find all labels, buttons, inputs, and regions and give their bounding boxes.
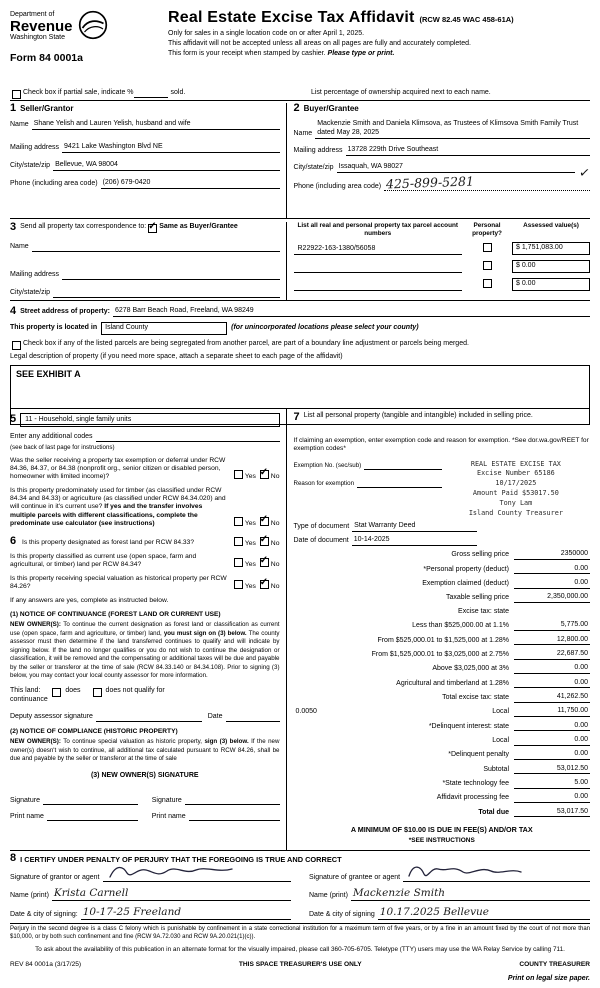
treasurer-use-only-label: THIS SPACE TREASURER'S USE ONLY (238, 961, 362, 969)
grantor-name-print-field[interactable] (52, 888, 291, 901)
subtotal-label: Subtotal (483, 765, 509, 773)
parcel-row (294, 260, 591, 273)
note-type-or-print: Please type or print. (327, 50, 395, 57)
certification-section (10, 850, 590, 919)
stamp-line-1: REAL ESTATE EXCISE TAX (470, 459, 561, 468)
notice-compliance-title: (2) NOTICE OF COMPLIANCE (HISTORIC PROPERTY) (10, 727, 178, 735)
seller-city-value: Bellevue, WA 98004 (55, 160, 118, 168)
total-excise-state-label: Total excise tax: state (442, 693, 509, 701)
local-rate-value: 0.0050 (295, 708, 317, 716)
buyer-city-label: City/state/zip (293, 163, 334, 171)
no-label: No (270, 583, 280, 591)
parcel-numbers-header: List all real and personal property tax parcel account numbers (297, 222, 459, 237)
personal-property-checkbox-3[interactable] (483, 279, 492, 288)
no-label: No (270, 473, 280, 481)
no-label: No (270, 561, 280, 569)
deputy-date-label: Date (207, 713, 223, 721)
new-owner-signature-title: (3) NEW OWNER(S) SIGNATURE (90, 771, 199, 779)
correspondence-block (10, 222, 286, 300)
q2-no-checkbox[interactable] (260, 517, 269, 526)
seller-name-value: Shane Yelish and Lauren Yelish, husband and wife (33, 119, 191, 127)
see-instructions-note: *SEE INSTRUCTIONS (408, 837, 475, 845)
grantee-date-city-label: Date & city of signing (309, 911, 375, 919)
s6q1-yes-checkbox[interactable] (234, 537, 243, 546)
no-label: No (270, 539, 280, 547)
owner2-signature-label: Signature (151, 796, 182, 804)
section6-number: 6 (10, 534, 17, 547)
note-single-location: Only for sales in a single location code on or after April 1, 2025. (168, 29, 365, 37)
assessed-value-1: $ 1,751,083.00 (516, 244, 563, 252)
seller-name-label: Name (10, 121, 29, 129)
rev-form-id: REV 84 0001a (3/17/25) (10, 961, 82, 969)
taxable-selling-price-label: Taxable selling price (445, 594, 509, 602)
buyer-name-field[interactable] (315, 119, 590, 139)
form-header (10, 6, 590, 82)
personal-property-header: Personal property? (472, 222, 502, 237)
if-yes-note: If any answers are yes, complete as instructed below. (10, 596, 169, 604)
additional-codes-label: Enter any additional codes (10, 433, 93, 441)
delinquent-interest-local-value: 0.00 (514, 736, 590, 746)
yes-label: Yes (244, 561, 256, 569)
grantee-name-print-label: Name (print) (309, 892, 348, 900)
buyer-name-label: Name (293, 129, 313, 137)
total-excise-state-value: 41,262.50 (514, 693, 590, 703)
street-address-field[interactable] (113, 307, 590, 317)
partial-sale-row (10, 82, 590, 100)
bracket4-value: 0.00 (514, 664, 590, 674)
bracket4-label: Above $3,025,000 at 3% (432, 665, 509, 673)
seller-mailing-field[interactable] (62, 143, 279, 153)
local-tax-label: Local (492, 708, 509, 716)
dept-state-label: Washington State (10, 34, 65, 42)
owner1-print-field[interactable] (47, 811, 138, 821)
additional-codes-field[interactable] (96, 432, 280, 442)
q1-no-checkbox[interactable] (260, 470, 269, 479)
same-as-buyer-checkbox[interactable] (148, 224, 157, 233)
deputy-assessor-signature-field[interactable] (96, 712, 202, 722)
current-use-answer (232, 557, 280, 569)
exemption-claimed-value[interactable]: 0.00 (514, 579, 590, 589)
delinquent-interest-state-value: 0.00 (514, 722, 590, 732)
personal-property-deduct-label: *Personal property (deduct) (423, 565, 509, 573)
taxable-selling-price-value: 2,350,000.00 (514, 593, 590, 603)
personal-property-deduct-value[interactable]: 0.00 (514, 565, 590, 575)
assessed-value-box-3 (512, 278, 590, 291)
correspondence-parcels-section (10, 218, 590, 300)
exemption-deferral-question: Was the seller receiving a property tax exemption or deferral under RCW 84.36, 84.37, or 84.38 (nonprofit org., senior citizen or disabled person, homeowner with limited income)? (10, 456, 226, 481)
grantee-name-print-value: Mackenzie Smith (352, 887, 446, 900)
grantor-date-city-label: Date & city of signing: (10, 911, 78, 919)
total-due-value: 53,017.50 (514, 808, 590, 818)
minimum-due-note: A MINIMUM OF $10.00 IS DUE IN FEE(S) AND/OR TAX (350, 825, 533, 835)
dor-logo-icon (78, 10, 108, 44)
continuance-label: continuance (10, 696, 48, 704)
bracket3-label: From $1,525,000.01 to $3,025,000 at 2.75% (371, 650, 509, 658)
s6q2-yes-checkbox[interactable] (234, 558, 243, 567)
no-label: No (270, 520, 280, 528)
exemption-note: If claiming an exemption, enter exemption code and reason for exemption. *See dor.wa.gov/REET for exemption codes* (293, 437, 589, 453)
stamp-line-2: Excise Number 65186 (477, 469, 555, 478)
personal-property-checkbox-1[interactable] (483, 243, 492, 252)
date-of-document-field[interactable] (352, 536, 478, 546)
bracket2-label: From $525,000.01 to $1,525,000 at 1.28% (377, 636, 509, 644)
stamp-line-3: 10/17/2025 (495, 479, 537, 488)
notice-compliance-body: NEW OWNER(S): To continue special valuation as historic property, sign (3) below. If the new owner(s) doesn't wish to continue, all additional tax calculated pursuant to RCW 84.26, shall be due and payable by the seller or transferor at the time of sale (10, 738, 280, 763)
grantee-date-city-field[interactable] (378, 907, 590, 920)
grantee-name-print-field[interactable] (351, 888, 590, 901)
buyer-heading: Buyer/Grantee (303, 103, 359, 113)
gross-selling-price-value[interactable]: 2350000 (514, 550, 590, 560)
owner1-signature-field[interactable] (43, 795, 138, 805)
grantor-certification-block (10, 864, 291, 920)
form-title: Real Estate Excise Tax Affidavit (168, 9, 415, 26)
land-use-code-value: 11 - Household, single family units (25, 415, 132, 423)
deputy-date-field[interactable] (226, 712, 280, 722)
perjury-statement: Perjury in the second degree is a class C felony which is punishable by confinement in a state correctional institution for a maximum term of five years, or by a fine in an amount fixed by the court of not more than $10,000, or by both such confinement and fine (RCW 9A.72.030 and RCW 9A.20.021(1)(c)). (10, 923, 590, 942)
bracket1-value: 5,775.00 (514, 621, 590, 631)
subtotal-value: 53,012.50 (514, 765, 590, 775)
seller-city-label: City/state/zip (10, 162, 51, 170)
land-does-not-checkbox[interactable] (93, 688, 102, 697)
timber-agriculture-question: Is this property predominately used for timber (as classified under RCW 84.34 and 84.33) or agriculture (as classified under RCW 84.34.020) and will continue in it's current use? If yes and the transfer involves multiple parcels with different classifications, complete the predominate use calculator (see instructions) (10, 486, 226, 528)
land-use-column (10, 409, 286, 850)
seller-phone-field[interactable] (101, 179, 280, 189)
bracket1-label: Less than $525,000.00 at 1.1% (412, 622, 509, 630)
reason-exemption-label: Reason for exemption (293, 479, 355, 487)
property-location-section (10, 300, 590, 408)
land-does-checkbox[interactable] (52, 688, 61, 697)
s6q3-yes-checkbox[interactable] (234, 580, 243, 589)
grantee-signature-field[interactable] (403, 872, 590, 882)
delinquent-interest-state-label: *Delinquent interest: state (428, 722, 509, 730)
buyer-city-field[interactable] (337, 163, 576, 173)
agricultural-timberland-value: 0.00 (514, 679, 590, 689)
parcel-number-value: R22922-163-1380/56058 (297, 245, 376, 253)
corr-mailing-label: Mailing address (10, 271, 60, 279)
same-as-buyer-label: Same as Buyer/Grantee (159, 223, 238, 231)
owner2-signature-field[interactable] (185, 795, 280, 805)
seller-city-field[interactable] (53, 161, 279, 171)
buyer-phone-field[interactable] (384, 173, 590, 192)
buyer-grantee-block (286, 103, 591, 218)
exemption-no-field[interactable] (364, 460, 442, 470)
handwritten-checkmark-icon: ✓ (578, 163, 592, 181)
treasurer-stamp (442, 458, 590, 519)
seller-grantor-block (10, 103, 286, 218)
parcel-row (294, 278, 591, 291)
parcel-number-field[interactable] (294, 245, 463, 255)
assessed-value-box-1 (512, 242, 590, 255)
additional-codes-note: (see back of last page for instructions) (10, 443, 115, 451)
street-address-label: Street address of property: (20, 308, 110, 316)
yes-label: Yes (244, 520, 256, 528)
date-of-document-value: 10-14-2025 (353, 535, 390, 543)
section2-number: 2 (293, 101, 300, 114)
historic-property-answer (232, 579, 280, 591)
section8-number: 8 (10, 852, 17, 865)
located-in-label: This property is located in (10, 324, 98, 332)
bracket3-value: 22,687.50 (514, 650, 590, 660)
owner2-print-label: Print name (151, 812, 186, 820)
parcel-number-field-2[interactable] (294, 263, 463, 273)
type-of-document-field[interactable] (352, 522, 477, 532)
section4-number: 4 (10, 305, 17, 318)
delinquent-penalty-value: 0.00 (514, 750, 590, 760)
reason-exemption-field[interactable] (357, 478, 442, 488)
type-of-document-value: Stat Warranty Deed (354, 521, 416, 529)
owner2-print-field[interactable] (189, 811, 280, 821)
corr-name-field[interactable] (32, 242, 280, 252)
stamp-line-6: Island County Treasurer (468, 508, 563, 517)
type-of-document-label: Type of document (293, 522, 350, 530)
deputy-assessor-label: Deputy assessor signature (10, 713, 93, 721)
s6q2-no-checkbox[interactable] (260, 558, 269, 567)
partial-sale-percent-field[interactable] (134, 89, 168, 98)
certify-statement: I CERTIFY UNDER PENALTY OF PERJURY THAT THE FOREGOING IS TRUE AND CORRECT (20, 855, 342, 865)
assessed-value-3: $ 0.00 (516, 279, 536, 287)
parcel-row (294, 242, 591, 255)
state-technology-fee-label: *State technology fee (442, 779, 509, 787)
delinquent-penalty-label: *Delinquent penalty (448, 751, 509, 759)
personal-property-intro: List all personal property (tangible and intangible) included in selling price. (303, 412, 533, 420)
date-of-document-label: Date of document (293, 536, 349, 544)
grantee-signature-label: Signature of grantee or agent (309, 873, 401, 881)
grantor-date-city-field[interactable] (81, 907, 291, 920)
bracket2-value: 12,800.00 (514, 636, 590, 646)
buyer-mailing-value: 13728 229th Drive Southeast (347, 145, 439, 153)
section1-number: 1 (10, 101, 17, 114)
assessed-value-header: Assessed value(s) (523, 222, 579, 229)
parcel-number-field-3[interactable] (294, 281, 463, 291)
send-correspondence-label: Send all property tax correspondence to: (20, 223, 147, 231)
notice-continuance-body: NEW OWNER(S): To continue the current designation as forest land or classification as current use (open space, farm and agriculture, or timber) land, you must sign on (3) below. The county assessor must then determine if the land transferred continues to qualify and will indicate by signing below. If the land no longer qualifies or you do not wish to continue the designation or classification, it will be removed and the compensating or additional taxes will be due and payable by the seller or transferor at the time of sale (RCW 84.33.140 or 84.34.108). Prior to signing (3) below, you may contact your local county assessor for more information. (10, 621, 280, 680)
form-footer (10, 919, 590, 984)
rcw-reference: (RCW 82.45 WAC 458-61A) (419, 15, 514, 24)
note-receipt: This form is your receipt when stamped by cashier. (168, 50, 326, 57)
delinquent-interest-local-label: Local (492, 736, 509, 744)
q2-yes-checkbox[interactable] (234, 517, 243, 526)
q1-yes-checkbox[interactable] (234, 470, 243, 479)
tax-computation-column (286, 409, 591, 850)
buyer-phone-value: 425-899-5281 (385, 173, 475, 192)
segregated-checkbox[interactable] (12, 341, 21, 350)
grantor-signature-field[interactable] (103, 872, 291, 882)
exemption-no-label: Exemption No. (sec/sub) (293, 461, 362, 469)
partial-sale-suffix: sold. (170, 89, 186, 97)
section5-number: 5 (10, 413, 17, 426)
buyer-name-value: Mackenzie Smith and Daniela Klimsova, as Trustees of Klimsova Smith Family Trust dated May 28, 2025 (317, 119, 579, 137)
local-tax-value: 11,750.00 (514, 707, 590, 717)
section3-number: 3 (10, 221, 17, 233)
stamp-line-5: Tony Lam (499, 498, 533, 507)
buyer-city-value: Issaquah, WA 98027 (338, 162, 403, 170)
located-note: (for unincorporated locations please select your county) (231, 324, 419, 332)
seller-mailing-value: 9421 Lake Washington Blvd NE (64, 142, 163, 150)
corr-city-label: City/state/zip (10, 289, 51, 297)
section7-number: 7 (293, 411, 300, 424)
grantee-certification-block (309, 864, 590, 920)
yes-label: Yes (244, 473, 256, 481)
corr-mailing-field[interactable] (62, 270, 279, 280)
forest-land-answer (232, 536, 280, 548)
parcel-table (286, 222, 591, 300)
seller-heading: Seller/Grantor (20, 103, 74, 113)
assessed-value-2: $ 0.00 (516, 262, 536, 270)
this-land-label: This land: (10, 687, 41, 695)
does-label: does (65, 687, 81, 695)
s6q1-no-checkbox[interactable] (260, 537, 269, 546)
dept-revenue-label: Revenue (10, 18, 73, 36)
segregated-label: Check box if any of the listed parcels are being segregated from another parcel, are part of a boundary line adjustment or parcels being merged. (23, 339, 469, 347)
alternate-format-note: To ask about the availability of this publication in an alternate format for the visually impaired, please call 360-705-6705. Teletype (TTY) users may use the WA Relay Service by calling 711. (35, 946, 565, 954)
current-use-question: Is this property classified as current use (open space, farm and agricultural, or timber) land per RCW 84.34? (10, 553, 197, 569)
yes-label: Yes (244, 583, 256, 591)
dept-of-label: Department of (10, 10, 55, 18)
assessed-value-box-2 (512, 260, 590, 273)
street-address-value: 6278 Barr Beach Road, Freeland, WA 98249 (114, 307, 254, 315)
grantor-name-print-value: Krista Carnell (53, 887, 129, 900)
county-select[interactable] (101, 322, 227, 335)
owner1-signature-label: Signature (10, 796, 40, 804)
note-fully-completed: This affidavit will not be accepted unless all areas on all pages are fully and accurately completed. (168, 39, 471, 47)
buyer-mailing-label: Mailing address (293, 146, 343, 154)
notice-continuance-title: (1) NOTICE OF CONTINUANCE (FOREST LAND OR CURRENT USE) (10, 610, 221, 618)
stamp-line-4: Amount Paid $53017.50 (472, 489, 559, 498)
forest-land-question: 6 Is this property designated as forest land per RCW 84.33? (10, 534, 195, 547)
buyer-phone-label: Phone (including area code) (293, 182, 382, 190)
agricultural-timberland-label: Agricultural and timberland at 1.28% (396, 679, 509, 687)
parties-section (10, 100, 590, 218)
legal-description-value: SEE EXHIBIT A (16, 368, 81, 379)
legal-size-note: Print on legal size paper. (507, 975, 590, 983)
affidavit-processing-fee-label: Affidavit processing fee (436, 794, 509, 802)
use-and-tax-section (10, 408, 590, 850)
personal-property-checkbox-2[interactable] (483, 261, 492, 270)
total-due-label: Total due (478, 808, 509, 816)
buyer-mailing-field[interactable] (346, 146, 590, 156)
grantee-date-city-value: 10.17.2025 Bellevue (379, 906, 489, 919)
exemption-claimed-label: Exemption claimed (deduct) (422, 579, 509, 587)
timber-agriculture-answer (232, 516, 280, 528)
county-value: Island County (105, 324, 148, 332)
does-not-label: does not qualify for (105, 687, 165, 695)
ownership-percentage-note: List percentage of ownership acquired next to each name. (310, 89, 491, 97)
exemption-deferral-answer (232, 469, 280, 481)
yes-label: Yes (244, 539, 256, 547)
seller-phone-label: Phone (including area code) (10, 180, 98, 188)
state-technology-fee-value: 5.00 (514, 779, 590, 789)
seller-phone-value: (206) 679-0420 (102, 178, 151, 186)
land-use-code-select[interactable] (20, 413, 279, 427)
historic-property-question: Is this property receiving special valuation as historical property per RCW 84.26? (10, 574, 227, 591)
partial-sale-checkbox[interactable] (12, 90, 21, 99)
corr-name-label: Name (10, 243, 29, 251)
legal-description-label: Legal description of property (if you need more space, attach a separate sheet to each page of the affidavit) (10, 352, 343, 360)
owner1-print-label: Print name (10, 812, 44, 820)
seller-mailing-label: Mailing address (10, 144, 60, 152)
s6q3-no-checkbox[interactable] (260, 580, 269, 589)
timber-agriculture-question-bold: If yes and the transfer involves multiple parcels with different classifications, complete the predominate use calculator (see instructions) (10, 503, 203, 528)
grantor-date-city-value: 10-17-25 Freeland (82, 906, 182, 919)
county-treasurer-label: COUNTY TREASURER (519, 961, 590, 969)
grantor-signature-label: Signature of grantor or agent (10, 873, 100, 881)
corr-city-field[interactable] (53, 288, 279, 298)
grantor-name-print-label: Name (print) (10, 892, 49, 900)
seller-name-field[interactable] (32, 120, 280, 130)
gross-selling-price-label: Gross selling price (451, 551, 509, 559)
affidavit-processing-fee-value: 0.00 (514, 793, 590, 803)
excise-tax-state-header: Excise tax: state (458, 607, 509, 615)
form-number: Form 84 0001a (10, 51, 83, 64)
partial-sale-label: Check box if partial sale, indicate % (23, 89, 134, 97)
